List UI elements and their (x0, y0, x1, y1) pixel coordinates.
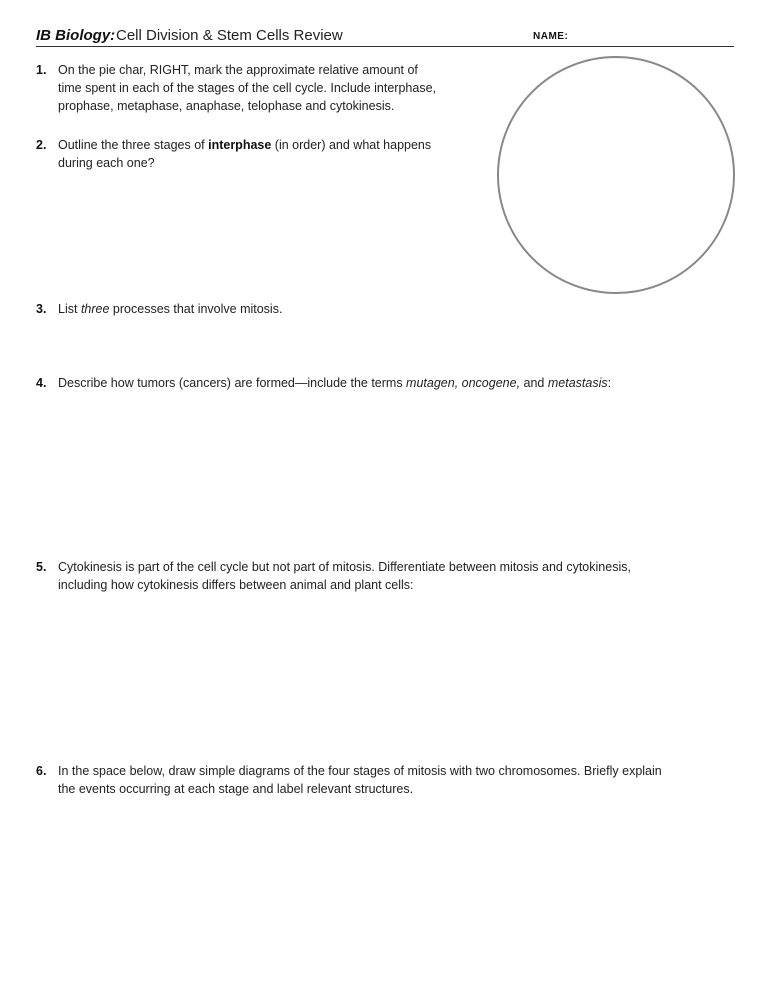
text-segment: and (520, 376, 548, 390)
question-number: 5. (36, 560, 47, 574)
question-text-line: On the pie char, RIGHT, mark the approximate relative amount of (58, 63, 418, 77)
question-6 (36, 762, 746, 798)
question-text-line: including how cytokinesis differs between animal and plant cells: (58, 578, 414, 592)
question-text-line (58, 374, 734, 392)
italic-term: oncogene, (461, 376, 521, 390)
question-text-line: during each one? (58, 156, 155, 170)
worksheet-subtitle: Cell Division & Stem Cells Review (116, 27, 343, 44)
text-segment: (in order) and what happens (271, 138, 432, 152)
question-text-line: In the space below, draw simple diagrams of the four stages of mitosis with two chromosomes. Briefly explain (58, 764, 662, 778)
question-number: 3. (36, 302, 47, 316)
question-text-line: time spent in each of the stages of the cell cycle. Include interphase, (58, 81, 436, 95)
text-segment: Outline the three stages of (58, 138, 209, 152)
question-text-line: Cytokinesis is part of the cell cycle but not part of mitosis. Differentiate between mitosis and cytokinesis, (58, 560, 631, 574)
question-1 (36, 61, 486, 115)
italic-term: metastasis (547, 376, 608, 390)
italic-term: three (80, 302, 110, 316)
text-segment: : (607, 376, 612, 390)
question-number: 2. (36, 138, 47, 152)
text-segment: Describe how tumors (cancers) are formed—include the terms (58, 376, 407, 390)
question-number: 6. (36, 764, 47, 778)
name-label: NAME: (533, 31, 569, 42)
question-text-line (58, 300, 734, 318)
question-number: 1. (36, 63, 47, 77)
text-segment: processes that involve mitosis. (112, 302, 283, 316)
italic-term: mutagen, (406, 376, 459, 390)
course-title: IB Biology: (36, 27, 116, 44)
question-5 (36, 558, 746, 594)
text-segment: List (58, 302, 81, 316)
question-text-line: the events occurring at each stage and label relevant structures. (58, 782, 414, 796)
question-4 (36, 374, 734, 392)
worksheet-header (36, 26, 734, 47)
pie-chart-circle[interactable] (497, 56, 735, 294)
question-text-line: prophase, metaphase, anaphase, telophase and cytokinesis. (58, 99, 395, 113)
question-text-line (58, 136, 486, 154)
question-3 (36, 300, 734, 318)
question-number: 4. (36, 376, 47, 390)
bold-term: interphase (208, 138, 272, 152)
question-2 (36, 136, 486, 172)
